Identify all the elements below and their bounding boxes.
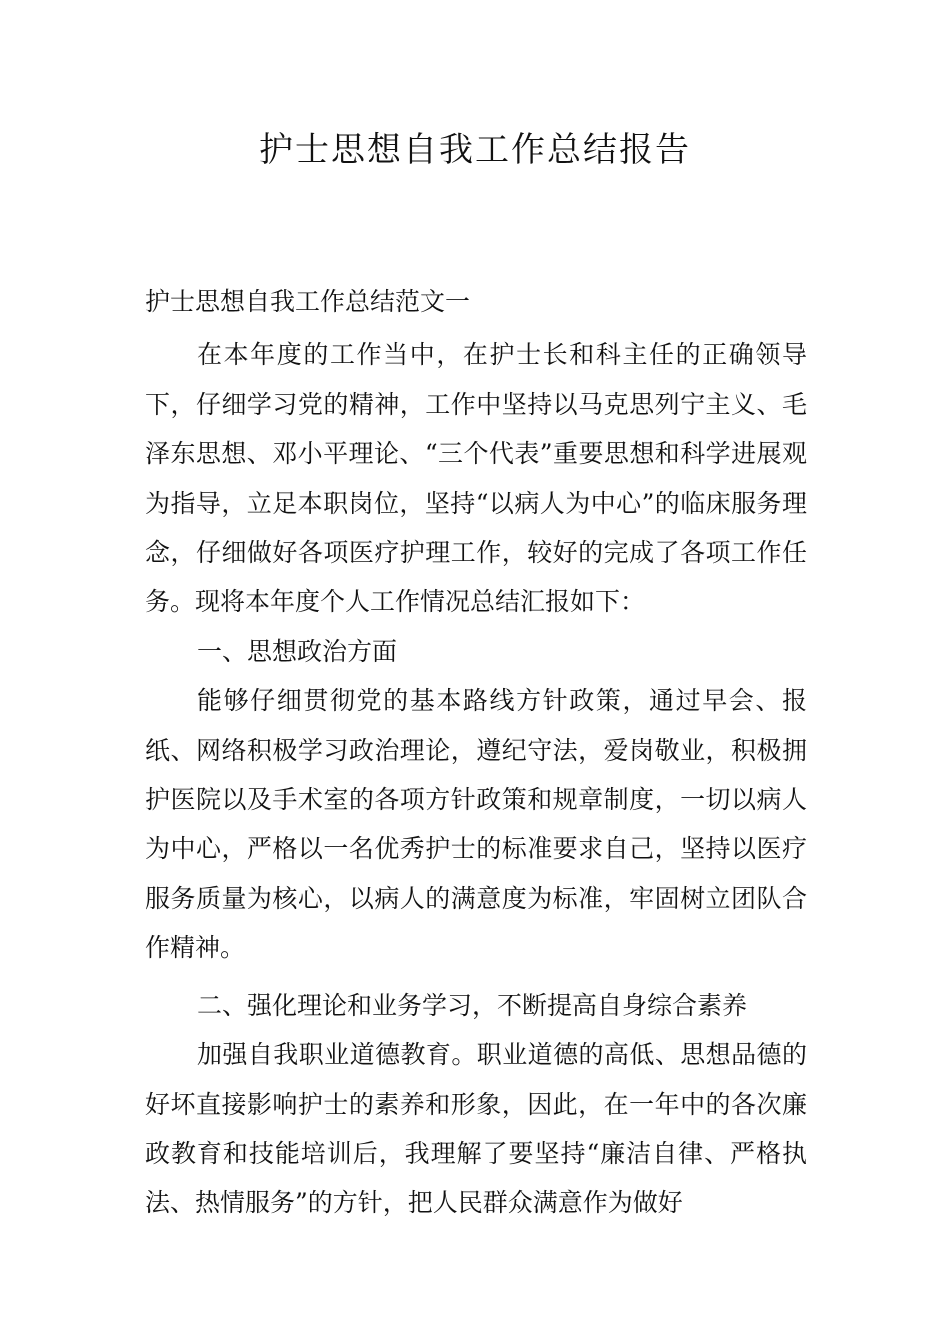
- section-heading-1: 一、思想政治方面: [197, 636, 398, 666]
- document-subtitle: 护士思想自我工作总结范文一: [145, 287, 471, 316]
- paragraph-section-1: 能够仔细贯彻党的基本路线方针政策，通过早会、报纸、网络积极学习政治理论，遵纪守法，爱岗敬业，积极拥护医院以及手术室的各项方针政策和规章制度，一切以病人为中心，严格以一名优秀护士的标准要求自己，坚持以医疗服务质量为核心，以病人的满意度为标准，牢固树立团队合作精神。: [145, 686, 807, 963]
- document-body: [145, 277, 807, 1228]
- section-heading-2: 二、强化理论和业务学习，不断提高自身综合素养: [197, 990, 748, 1020]
- paragraph-section-2: 加强自我职业道德教育。职业道德的高低、思想品德的好坏直接影响护士的素养和形象，因此，在一年中的各次廉政教育和技能培训后，我理解了要坚持“廉洁自律、严格执法、热情服务”的方针，把人民群众满意作为做好: [145, 1040, 807, 1218]
- paragraph-intro: 在本年度的工作当中，在护士长和科主任的正确领导下，仔细学习党的精神，工作中坚持以马克思列宁主义、毛泽东思想、邓小平理论、“三个代表”重要思想和科学进展观为指导，立足本职岗位，坚持“以病人为中心”的临床服务理念，仔细做好各项医疗护理工作，较好的完成了各项工作任务。现将本年度个人工作情况总结汇报如下：: [145, 340, 807, 617]
- document-title: 护士思想自我工作总结报告: [259, 130, 691, 170]
